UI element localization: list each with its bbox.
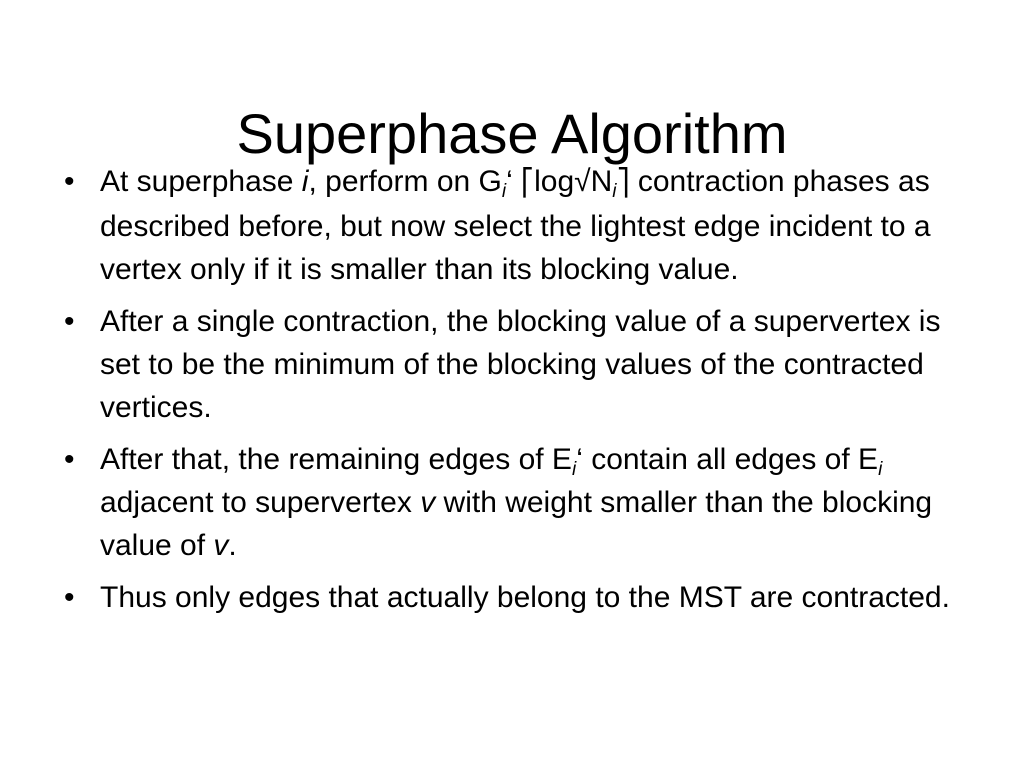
ceiling-right-symbol: ⎤: [616, 168, 630, 198]
superphase-index-i: i: [301, 165, 309, 198]
bullet-3-text: with weight smaller than the blocking value of: [100, 486, 933, 562]
ceiling-left-symbol: ⎡: [521, 168, 535, 198]
bullet-2-text: After a single contraction, the blocking value of a supervertex is set to be the minimum of the blocking values of the contracted vertices.: [100, 305, 941, 424]
bullet-marker: •: [64, 305, 75, 338]
bullet-list: [60, 160, 970, 628]
supervertex-v: v: [420, 486, 436, 519]
bullet-3-text: adjacent to supervertex: [100, 486, 421, 519]
bullet-3-text: .: [228, 529, 237, 562]
bullet-marker: •: [64, 443, 75, 476]
bullet-item-4: [60, 576, 970, 619]
bullet-3-text: ‘ contain all edges of E: [576, 443, 879, 476]
bullet-1-text: At superphase: [100, 165, 302, 198]
bullet-item-2: [60, 300, 970, 429]
subscript-i: i: [878, 459, 883, 480]
subscript-i: i: [571, 459, 577, 480]
prime-mark: ‘: [506, 165, 522, 198]
log-sqrt-expression: log√N: [534, 165, 613, 198]
subscript-i: i: [501, 181, 507, 202]
bullet-3-text: After that, the remaining edges of E: [100, 443, 572, 476]
bullet-item-3: [60, 438, 970, 567]
bullet-4-text: Thus only edges that actually belong to the MST are contracted.: [100, 581, 950, 614]
slide-title: Superphase Algorithm: [236, 101, 788, 165]
bullet-marker: •: [64, 165, 75, 198]
subscript-i: i: [612, 181, 617, 202]
bullet-item-1: [60, 160, 970, 291]
bullet-marker: •: [64, 581, 75, 614]
bullet-1-text: , perform on G: [308, 165, 502, 198]
supervertex-v: v: [213, 529, 229, 562]
bullet-1-text: contraction phases as described before, but now select the lightest edge incident to a vertex only if it is smaller than its blocking value.: [100, 165, 931, 286]
